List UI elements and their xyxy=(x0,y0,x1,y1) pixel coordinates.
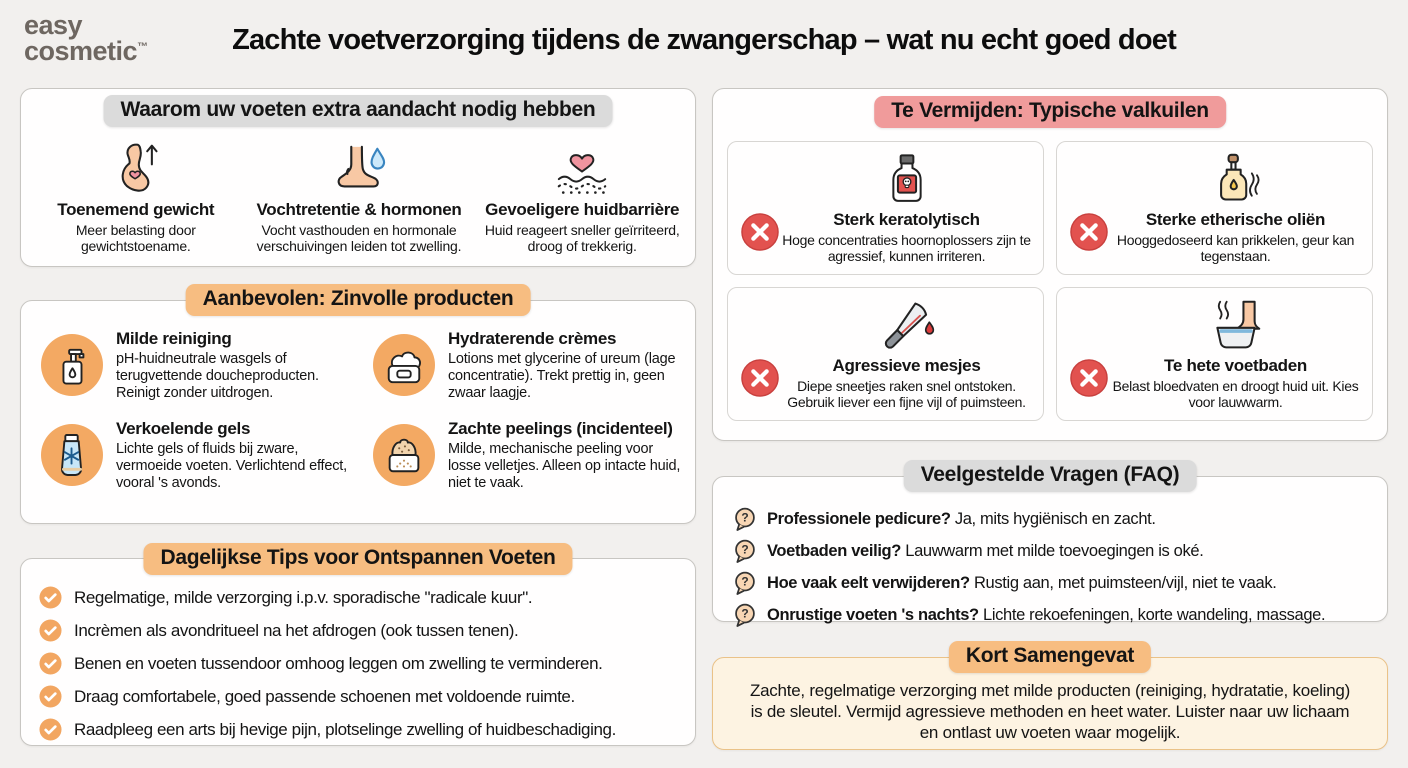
tip-text: Draag comfortabele, goed passende schoenen met voldoende ruimte. xyxy=(74,686,575,706)
product-item-peeling xyxy=(373,419,681,492)
pump-bottle-icon xyxy=(41,334,103,396)
card-avoid-pitfalls xyxy=(712,88,1388,441)
avoid-item-title: Sterk keratolytisch xyxy=(833,210,980,229)
product-title: Zachte peelings (incidenteel) xyxy=(448,418,673,438)
check-circle-icon xyxy=(39,652,62,675)
avoid-item-text: Hooggedoseerd kan prikkelen, geur kan tegenstaan. xyxy=(1116,232,1355,265)
section-header-tips: Dagelijkse Tips voor Ontspannen Voeten xyxy=(143,543,572,575)
skin-barrier-icon xyxy=(477,139,687,197)
faq-row xyxy=(733,571,1377,596)
why-item-title: Vochtretentie & hormonen xyxy=(256,200,462,219)
card-recommended-products xyxy=(20,300,696,524)
page-title: Zachte voetverzorging tijdens de zwangerschap – wat nu echt goed doet xyxy=(232,24,1176,56)
why-item-fluid xyxy=(241,139,478,255)
essential-oil-icon xyxy=(1109,150,1362,208)
question-bubble-icon xyxy=(733,603,756,628)
cooling-gel-icon xyxy=(41,424,103,486)
foot-waterdrop-icon xyxy=(241,139,478,197)
product-text: Milde, mechanische peeling voor losse velletjes. Alleen op intacte huid, niet te vaak. xyxy=(448,440,681,491)
avoid-item-essential-oils xyxy=(1056,141,1373,275)
poison-bottle-icon xyxy=(780,150,1033,208)
tip-text: Raadpleeg een arts bij hevige pijn, plotselinge zwelling of huidbeschadiging. xyxy=(74,719,616,739)
why-item-text: Meer belasting door gewichtstoename. xyxy=(75,222,196,255)
section-header-why: Waarom uw voeten extra aandacht nodig hebben xyxy=(104,95,613,127)
x-circle-icon xyxy=(741,213,779,251)
tip-text: Regelmatige, milde verzorging i.p.v. sporadische "radicale kuur". xyxy=(74,587,533,607)
avoid-item-hot-footbath xyxy=(1056,287,1373,421)
section-header-faq: Veelgestelde Vragen (FAQ) xyxy=(904,460,1197,492)
product-item-cream xyxy=(373,329,681,402)
card-faq xyxy=(712,476,1388,622)
brand-logo-line2: cosmetic™ xyxy=(24,35,148,66)
section-header-avoid: Te Vermijden: Typische valkuilen xyxy=(874,96,1226,128)
why-item-title: Toenemend gewicht xyxy=(57,200,215,219)
faq-text xyxy=(767,606,1325,625)
why-item-weight xyxy=(31,139,241,255)
brand-logo-line1: easy xyxy=(24,10,83,40)
peeling-jar-icon xyxy=(373,424,435,486)
tip-row xyxy=(39,619,683,642)
why-item-title: Gevoeligere huidbarrière xyxy=(485,200,680,219)
question-bubble-icon xyxy=(733,539,756,564)
avoid-item-keratolytic xyxy=(727,141,1044,275)
product-text: Lichte gels of fluids bij zware, vermoeide voeten. Verlichtend effect, vooral 's avonds. xyxy=(116,440,347,491)
tip-text: Benen en voeten tussendoor omhoog leggen om zwelling te verminderen. xyxy=(74,653,603,673)
trademark-symbol: ™ xyxy=(137,40,148,53)
cream-jar-icon xyxy=(373,334,435,396)
faq-text xyxy=(767,574,1276,593)
check-circle-icon xyxy=(39,586,62,609)
x-circle-icon xyxy=(1070,359,1108,397)
faq-row xyxy=(733,539,1377,564)
tip-row xyxy=(39,586,683,609)
why-item-skin xyxy=(477,139,687,255)
svg-text:?: ? xyxy=(741,542,749,557)
pregnant-belly-icon xyxy=(31,139,241,197)
hot-footbath-icon xyxy=(1109,296,1362,354)
check-circle-icon xyxy=(39,619,62,642)
check-circle-icon xyxy=(39,718,62,741)
why-item-text: Vocht vasthouden en hormonale verschuivingen leiden tot zwelling. xyxy=(256,222,462,255)
x-circle-icon xyxy=(741,359,779,397)
blade-icon xyxy=(780,296,1033,354)
product-item-cleansing xyxy=(41,329,349,402)
svg-text:?: ? xyxy=(741,510,749,525)
product-text: pH-huidneutrale wasgels of terugvettende doucheproducten. Reinigt zonder uitdrogen. xyxy=(116,351,319,401)
svg-text:?: ? xyxy=(741,574,749,589)
product-text: Lotions met glycerine of ureum (lage concentratie). Trekt prettig in, geen zwaar laagje. xyxy=(448,351,676,401)
faq-question: Onrustige voeten 's nachts? xyxy=(767,606,979,624)
faq-answer: Rustig aan, met puimsteen/vijl, niet te vaak. xyxy=(973,574,1277,592)
avoid-item-title: Sterke etherische oliën xyxy=(1145,210,1326,229)
tip-row xyxy=(39,685,683,708)
section-header-summary: Kort Samengevat xyxy=(949,641,1151,673)
section-header-recommended: Aanbevolen: Zinvolle producten xyxy=(186,284,531,316)
tip-row xyxy=(39,652,683,675)
x-circle-icon xyxy=(1070,213,1108,251)
check-circle-icon xyxy=(39,685,62,708)
faq-text xyxy=(767,510,1156,529)
svg-text:?: ? xyxy=(741,606,749,621)
faq-answer: Lichte rekoefeningen, korte wandeling, massage. xyxy=(983,606,1326,624)
faq-row xyxy=(733,507,1377,532)
avoid-item-text: Diepe sneetjes raken snel ontstoken. Gebruik liever een fijne vijl of puimsteen. xyxy=(787,378,1026,411)
avoid-item-blades xyxy=(727,287,1044,421)
tip-row xyxy=(39,718,683,741)
tip-text: Incrèmen als avondritueel na het afdrogen (ook tussen tenen). xyxy=(74,620,519,640)
card-daily-tips xyxy=(20,558,696,746)
summary-text: Zachte, regelmatige verzorging met milde producten (reiniging, hydratatie, koeling) is de sleutel. Vermijd agressieve methoden en heet water. Luister naar uw lichaam en ontlast uw voeten waar mogelijk. xyxy=(749,681,1351,743)
avoid-item-title: Te hete voetbaden xyxy=(1164,356,1307,375)
faq-row xyxy=(733,603,1377,628)
why-item-text: Huid reageert sneller geïrriteerd, droog of trekkerig. xyxy=(484,222,680,255)
avoid-item-text: Belast bloedvaten en droogt huid uit. Kies voor lauwwarm. xyxy=(1112,378,1359,411)
faq-answer: Lauwwarm met milde toevoegingen is oké. xyxy=(905,542,1204,560)
avoid-item-title: Agressieve mesjes xyxy=(832,356,981,375)
faq-answer: Ja, mits hygiënisch en zacht. xyxy=(954,510,1156,528)
product-title: Milde reiniging xyxy=(116,329,232,348)
product-title: Verkoelende gels xyxy=(116,418,251,438)
avoid-item-text: Hoge concentraties hoornoplossers zijn te agressief, kunnen irriteren. xyxy=(782,232,1031,265)
product-item-cooling-gel xyxy=(41,419,349,492)
product-title: Hydraterende crèmes xyxy=(448,329,617,348)
question-bubble-icon xyxy=(733,571,756,596)
faq-question: Professionele pedicure? xyxy=(767,510,951,528)
question-bubble-icon xyxy=(733,507,756,532)
faq-question: Voetbaden veilig? xyxy=(767,542,902,560)
faq-text xyxy=(767,542,1203,561)
faq-question: Hoe vaak eelt verwijderen? xyxy=(767,574,970,592)
